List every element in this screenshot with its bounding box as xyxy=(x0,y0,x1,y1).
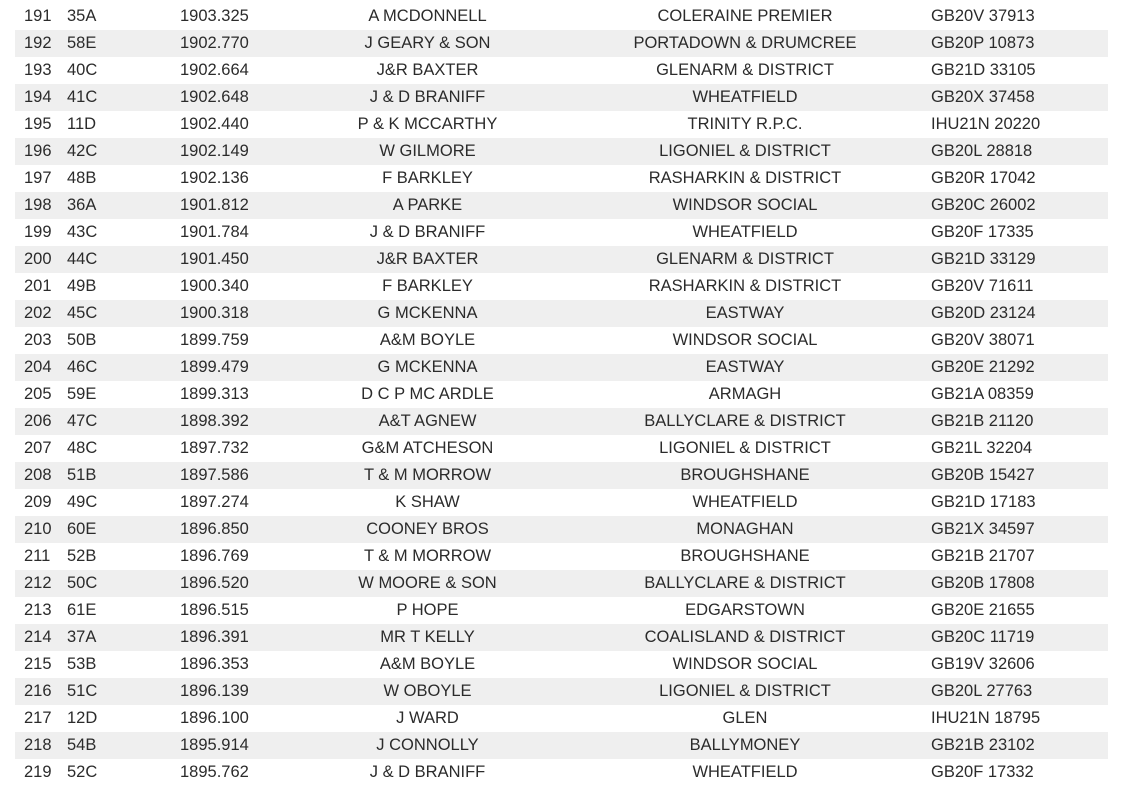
position-cell: 194 xyxy=(24,88,52,106)
fancier-name-cell: A PARKE xyxy=(392,196,463,214)
position-cell: 192 xyxy=(24,34,52,52)
velocity-cell: 1899.479 xyxy=(180,358,249,376)
entry-code-cell: 48B xyxy=(67,169,97,187)
position-cell: 215 xyxy=(24,655,52,673)
position-cell: 205 xyxy=(24,385,52,403)
fancier-name-cell: G&M ATCHESON xyxy=(361,439,494,457)
ring-number-cell: GB20C 26002 xyxy=(931,196,1036,214)
table-row xyxy=(15,759,1108,786)
ring-number-cell: GB21B 21120 xyxy=(931,412,1034,430)
velocity-cell: 1902.648 xyxy=(180,88,249,106)
club-name-cell: WHEATFIELD xyxy=(692,493,798,511)
ring-number-cell: IHU21N 18795 xyxy=(931,709,1041,727)
fancier-name-cell: T & M MORROW xyxy=(363,547,492,565)
entry-code-cell: 36A xyxy=(67,196,97,214)
fancier-name-cell: W GILMORE xyxy=(379,142,476,160)
table-row xyxy=(15,516,1108,543)
ring-number-cell: GB21X 34597 xyxy=(931,520,1035,538)
table-row xyxy=(15,435,1108,462)
club-name-cell: GLENARM & DISTRICT xyxy=(656,250,834,268)
table-row xyxy=(15,381,1108,408)
ring-number-cell: GB20P 10873 xyxy=(931,34,1035,52)
ring-number-cell: GB21L 32204 xyxy=(931,439,1033,457)
ring-number-cell: GB21B 21707 xyxy=(931,547,1035,565)
fancier-name-cell: W MOORE & SON xyxy=(358,574,497,592)
entry-code-cell: 46C xyxy=(67,358,98,376)
fancier-name-cell: J & D BRANIFF xyxy=(369,223,486,241)
fancier-name-cell: J GEARY & SON xyxy=(364,34,491,52)
velocity-cell: 1902.149 xyxy=(180,142,249,160)
fancier-name-cell: W OBOYLE xyxy=(383,682,472,700)
club-name-cell: BALLYMONEY xyxy=(689,736,801,754)
entry-code-cell: 44C xyxy=(67,250,98,268)
fancier-name-cell: D C P MC ARDLE xyxy=(361,385,494,403)
entry-code-cell: 41C xyxy=(67,88,98,106)
table-row xyxy=(15,678,1108,705)
entry-code-cell: 50B xyxy=(67,331,97,349)
position-cell: 197 xyxy=(24,169,52,187)
table-row xyxy=(15,624,1108,651)
fancier-name-cell: K SHAW xyxy=(395,493,460,511)
ring-number-cell: GB20L 28818 xyxy=(931,142,1033,160)
ring-number-cell: GB20C 11719 xyxy=(931,628,1035,646)
club-name-cell: GLEN xyxy=(722,709,768,727)
position-cell: 213 xyxy=(24,601,52,619)
table-row xyxy=(15,597,1108,624)
fancier-name-cell: F BARKLEY xyxy=(382,277,473,295)
position-cell: 216 xyxy=(24,682,52,700)
position-cell: 198 xyxy=(24,196,52,214)
entry-code-cell: 12D xyxy=(67,709,98,727)
fancier-name-cell: J&R BAXTER xyxy=(376,250,479,268)
velocity-cell: 1895.914 xyxy=(180,736,249,754)
fancier-name-cell: A MCDONNELL xyxy=(368,7,487,25)
entry-code-cell: 45C xyxy=(67,304,98,322)
velocity-cell: 1902.440 xyxy=(180,115,249,133)
velocity-cell: 1896.515 xyxy=(180,601,249,619)
fancier-name-cell: P & K MCCARTHY xyxy=(357,115,498,133)
position-cell: 191 xyxy=(24,7,52,25)
ring-number-cell: GB21D 17183 xyxy=(931,493,1036,511)
table-row xyxy=(15,165,1108,192)
fancier-name-cell: J WARD xyxy=(396,709,459,727)
velocity-cell: 1900.318 xyxy=(180,304,249,322)
club-name-cell: COALISLAND & DISTRICT xyxy=(644,628,846,646)
ring-number-cell: GB20V 37913 xyxy=(931,7,1035,25)
velocity-cell: 1896.353 xyxy=(180,655,249,673)
ring-number-cell: GB19V 32606 xyxy=(931,655,1035,673)
velocity-cell: 1902.664 xyxy=(180,61,249,79)
entry-code-cell: 35A xyxy=(67,7,97,25)
entry-code-cell: 50C xyxy=(67,574,98,592)
position-cell: 195 xyxy=(24,115,52,133)
entry-code-cell: 60E xyxy=(67,520,97,538)
ring-number-cell: GB20F 17332 xyxy=(931,763,1034,781)
position-cell: 211 xyxy=(24,547,51,565)
club-name-cell: WINDSOR SOCIAL xyxy=(672,196,818,214)
position-cell: 212 xyxy=(24,574,52,592)
fancier-name-cell: MR T KELLY xyxy=(380,628,475,646)
fancier-name-cell: J CONNOLLY xyxy=(376,736,479,754)
table-row xyxy=(15,138,1108,165)
table-row xyxy=(15,111,1108,138)
fancier-name-cell: A&M BOYLE xyxy=(379,331,476,349)
entry-code-cell: 51C xyxy=(67,682,98,700)
entry-code-cell: 11D xyxy=(67,115,97,133)
position-cell: 210 xyxy=(24,520,52,538)
table-row xyxy=(15,462,1108,489)
entry-code-cell: 52B xyxy=(67,547,97,565)
club-name-cell: EASTWAY xyxy=(705,358,785,376)
position-cell: 214 xyxy=(24,628,52,646)
entry-code-cell: 47C xyxy=(67,412,98,430)
position-cell: 206 xyxy=(24,412,52,430)
fancier-name-cell: J & D BRANIFF xyxy=(369,763,486,781)
club-name-cell: EASTWAY xyxy=(705,304,785,322)
ring-number-cell: GB20X 37458 xyxy=(931,88,1035,106)
velocity-cell: 1901.450 xyxy=(180,250,249,268)
club-name-cell: BALLYCLARE & DISTRICT xyxy=(644,412,846,430)
club-name-cell: LIGONIEL & DISTRICT xyxy=(659,439,831,457)
ring-number-cell: GB20V 38071 xyxy=(931,331,1035,349)
entry-code-cell: 49B xyxy=(67,277,97,295)
velocity-cell: 1896.520 xyxy=(180,574,249,592)
position-cell: 209 xyxy=(24,493,52,511)
velocity-cell: 1896.139 xyxy=(180,682,249,700)
table-row xyxy=(15,570,1108,597)
ring-number-cell: GB21D 33129 xyxy=(931,250,1036,268)
table-row xyxy=(15,651,1108,678)
velocity-cell: 1899.313 xyxy=(180,385,249,403)
table-row xyxy=(15,219,1108,246)
ring-number-cell: GB20E 21292 xyxy=(931,358,1035,376)
position-cell: 219 xyxy=(24,763,52,781)
club-name-cell: WINDSOR SOCIAL xyxy=(672,655,818,673)
entry-code-cell: 40C xyxy=(67,61,98,79)
fancier-name-cell: J & D BRANIFF xyxy=(369,88,486,106)
ring-number-cell: GB20F 17335 xyxy=(931,223,1034,241)
position-cell: 200 xyxy=(24,250,52,268)
fancier-name-cell: COONEY BROS xyxy=(366,520,489,538)
table-row xyxy=(15,192,1108,219)
table-row xyxy=(15,273,1108,300)
table-row xyxy=(15,732,1108,759)
club-name-cell: TRINITY R.P.C. xyxy=(687,115,803,133)
velocity-cell: 1896.100 xyxy=(180,709,249,727)
fancier-name-cell: A&T AGNEW xyxy=(378,412,477,430)
velocity-cell: 1896.769 xyxy=(180,547,249,565)
ring-number-cell: GB20R 17042 xyxy=(931,169,1036,187)
club-name-cell: WHEATFIELD xyxy=(692,88,798,106)
velocity-cell: 1902.770 xyxy=(180,34,249,52)
velocity-cell: 1898.392 xyxy=(180,412,249,430)
club-name-cell: ARMAGH xyxy=(708,385,782,403)
ring-number-cell: GB21B 23102 xyxy=(931,736,1035,754)
entry-code-cell: 37A xyxy=(67,628,97,646)
entry-code-cell: 58E xyxy=(67,34,97,52)
position-cell: 193 xyxy=(24,61,52,79)
entry-code-cell: 42C xyxy=(67,142,98,160)
ring-number-cell: GB20D 23124 xyxy=(931,304,1036,322)
entry-code-cell: 48C xyxy=(67,439,98,457)
entry-code-cell: 49C xyxy=(67,493,98,511)
table-row xyxy=(15,30,1108,57)
fancier-name-cell: G MCKENNA xyxy=(377,358,478,376)
entry-code-cell: 59E xyxy=(67,385,97,403)
fancier-name-cell: A&M BOYLE xyxy=(379,655,476,673)
velocity-cell: 1901.784 xyxy=(180,223,249,241)
table-row xyxy=(15,543,1108,570)
table-row xyxy=(15,489,1108,516)
club-name-cell: RASHARKIN & DISTRICT xyxy=(648,277,842,295)
ring-number-cell: IHU21N 20220 xyxy=(931,115,1041,133)
table-row xyxy=(15,408,1108,435)
table-row xyxy=(15,327,1108,354)
velocity-cell: 1896.391 xyxy=(180,628,249,646)
fancier-name-cell: J&R BAXTER xyxy=(376,61,479,79)
position-cell: 199 xyxy=(24,223,52,241)
table-row xyxy=(15,57,1108,84)
velocity-cell: 1897.586 xyxy=(180,466,249,484)
club-name-cell: RASHARKIN & DISTRICT xyxy=(648,169,842,187)
results-table xyxy=(15,3,1108,786)
ring-number-cell: GB20B 17808 xyxy=(931,574,1035,592)
club-name-cell: MONAGHAN xyxy=(696,520,794,538)
velocity-cell: 1896.850 xyxy=(180,520,249,538)
club-name-cell: BALLYCLARE & DISTRICT xyxy=(644,574,846,592)
position-cell: 207 xyxy=(24,439,52,457)
ring-number-cell: GB20V 71611 xyxy=(931,277,1034,295)
velocity-cell: 1903.325 xyxy=(180,7,249,25)
ring-number-cell: GB20B 15427 xyxy=(931,466,1035,484)
club-name-cell: EDGARSTOWN xyxy=(685,601,805,619)
club-name-cell: WHEATFIELD xyxy=(692,763,798,781)
velocity-cell: 1895.762 xyxy=(180,763,249,781)
entry-code-cell: 51B xyxy=(67,466,97,484)
entry-code-cell: 53B xyxy=(67,655,97,673)
fancier-name-cell: F BARKLEY xyxy=(382,169,473,187)
table-row xyxy=(15,300,1108,327)
position-cell: 201 xyxy=(24,277,52,295)
entry-code-cell: 54B xyxy=(67,736,97,754)
fancier-name-cell: G MCKENNA xyxy=(377,304,478,322)
club-name-cell: PORTADOWN & DRUMCREE xyxy=(633,34,857,52)
fancier-name-cell: P HOPE xyxy=(396,601,459,619)
ring-number-cell: GB21A 08359 xyxy=(931,385,1034,403)
table-row xyxy=(15,705,1108,732)
velocity-cell: 1902.136 xyxy=(180,169,249,187)
position-cell: 208 xyxy=(24,466,52,484)
entry-code-cell: 61E xyxy=(67,601,97,619)
entry-code-cell: 52C xyxy=(67,763,98,781)
position-cell: 196 xyxy=(24,142,52,160)
ring-number-cell: GB20L 27763 xyxy=(931,682,1033,700)
club-name-cell: COLERAINE PREMIER xyxy=(657,7,833,25)
entry-code-cell: 43C xyxy=(67,223,98,241)
position-cell: 217 xyxy=(24,709,52,727)
velocity-cell: 1897.274 xyxy=(180,493,249,511)
velocity-cell: 1901.812 xyxy=(180,196,249,214)
velocity-cell: 1899.759 xyxy=(180,331,249,349)
fancier-name-cell: T & M MORROW xyxy=(363,466,492,484)
club-name-cell: GLENARM & DISTRICT xyxy=(656,61,834,79)
position-cell: 204 xyxy=(24,358,52,376)
position-cell: 203 xyxy=(24,331,52,349)
table-row xyxy=(15,84,1108,111)
club-name-cell: WINDSOR SOCIAL xyxy=(672,331,818,349)
position-cell: 218 xyxy=(24,736,52,754)
club-name-cell: BROUGHSHANE xyxy=(680,547,810,565)
club-name-cell: BROUGHSHANE xyxy=(680,466,810,484)
position-cell: 202 xyxy=(24,304,52,322)
table-row xyxy=(15,246,1108,273)
velocity-cell: 1897.732 xyxy=(180,439,249,457)
ring-number-cell: GB21D 33105 xyxy=(931,61,1036,79)
table-row xyxy=(15,3,1108,30)
velocity-cell: 1900.340 xyxy=(180,277,249,295)
club-name-cell: LIGONIEL & DISTRICT xyxy=(659,682,831,700)
club-name-cell: WHEATFIELD xyxy=(692,223,798,241)
ring-number-cell: GB20E 21655 xyxy=(931,601,1035,619)
table-row xyxy=(15,354,1108,381)
club-name-cell: LIGONIEL & DISTRICT xyxy=(659,142,831,160)
